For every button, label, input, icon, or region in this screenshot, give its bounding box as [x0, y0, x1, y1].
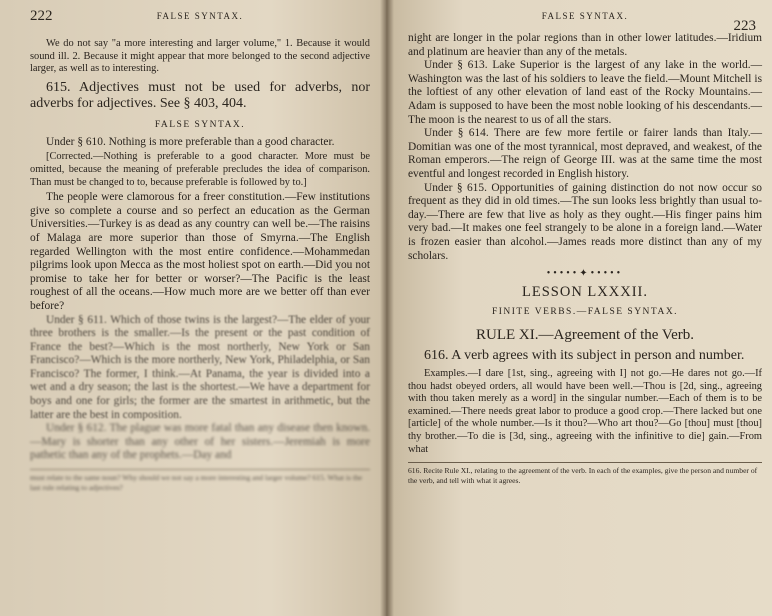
- under-610: Under § 610. Nothing is more preferable than a good character.: [46, 135, 335, 148]
- under-611: Under § 611. Which of those twins is the largest?—The elder of your three brothers is the smaller.—Is the present or the past condition of France the best?—Which is the most northerly, New York or San Francisco?—Which is the more northerly, New York, Philadelphia, or San Francisco? The former, I think.—At Panama, the year is divided into a wet and a dry season; the last is the shortest.—We have a department for boys and one for girls; the former are the smartest in arithmetic, but the latter are the best in composition.: [30, 313, 370, 421]
- under-615: Under § 615. Opportunities of gaining distinction do not now occur so frequent as they did in old times.—The sun looks less brightly than usual to-day.—There are few that live as holy as they ought.—His finger pains him very bad.—It makes one feel strangely to be alone in a foreign land.—Water is frozen easier than alcohol.—James reads more distinct than any of my scholars.: [408, 181, 762, 262]
- left-footnote: must relate to the same noun? Why should we not say a more interesting and larger volume? 615. What is the last rule relating to adjectives?: [30, 469, 370, 492]
- right-page-header: [408, 8, 762, 34]
- left-note: We do not say "a more interesting and larger volume," 1. Because it would sound ill. 2. Because it might appear that more belonged to the second adjective larger, as well as to interesting.: [30, 38, 370, 75]
- lesson-subheading: FINITE VERBS.—FALSE SYNTAX.: [491, 307, 679, 318]
- rule-615: 615. Adjectives must not be used for adverbs, nor adverbs for adjectives. See § 403, 404.: [30, 79, 370, 111]
- para-top: night are longer in the polar regions than in other lower latitudes.—Iridium and platinum are heavier than any of the metals.: [408, 32, 762, 58]
- left-page-header: [30, 8, 370, 26]
- under-612: Under § 612. The plague was more fatal than any disease then known.—Mary is shorter than any other of her sisters.—Jeremiah is more pathetic than any of the prophets.—Day and: [30, 422, 370, 462]
- left-page-number: 222: [30, 8, 53, 24]
- rule-616: 616. A verb agrees with its subject in person and number.: [424, 348, 745, 364]
- left-section-title: FALSE SYNTAX.: [154, 119, 246, 130]
- book-gutter: [380, 0, 394, 616]
- lesson-title: LESSON LXXXII.: [522, 284, 648, 301]
- under-613: Under § 613. Lake Superior is the largest of any lake in the world.—Washington was the last of his soldiers to leave the field.—Mount Mitchell is the loftiest of any other elevation of land east of the Rocky Mountains.—Adam is supposed to have been the most noble looking of his descendants.—The moon is the nearest to us of all the stars.: [408, 59, 762, 126]
- under-614: Under § 614. There are few more fertile or fairer lands than Italy.—Domitian was one of the most tyrannical, most depraved, and weakest, of the Roman emperors.—The reign of George III. was at the same time the most eventful and longest recorded in English history.: [408, 127, 762, 180]
- ornament-divider: •••••✦•••••: [546, 268, 624, 280]
- examples: Examples.—I dare [1st, sing., agreeing with I] not go.—He dares not go.—If thou hadst obeyed orders, all would have been well.—Thou is [2d, sing., agreeing with thou taken merely as a word] in the singular number.—Each of them is to be examined.—There needs great labor to produce a good crop.—There lacked but one [article] of the whole number.—Is it thou?—Who art thou?—Go [thou] must [thou] thy brother.—To die is [3d, sing., agreeing with the infinitive to die] gain.—From what: [408, 368, 762, 455]
- left-running-head: FALSE SYNTAX.: [156, 11, 244, 21]
- right-running-head: FALSE SYNTAX.: [541, 11, 629, 21]
- right-footnote: 616. Recite Rule XI., relating to the agreement of the verb. In each of the examples, give the person and number of the verb, and tell with what it agrees.: [408, 462, 762, 485]
- rule-title: RULE XI.—Agreement of the Verb.: [476, 327, 694, 344]
- corrected-note: [Corrected.—Nothing is preferable to a good character. More must be omitted, because the meaning of preferable precludes the idea of comparison. Than must be changed to to, because preferable is followed by to.]: [30, 151, 370, 188]
- right-page-number: 223: [733, 18, 756, 34]
- para-people: The people were clamorous for a freer constitution.—Few institutions give so complete a course and so perfect an education as the German Universities.—Turkey is as dead as any country can well be.—The raisins of Malaga are more superior than those of Smyrna.—The English regarded Wellington with the most entire confidence.—Mohammedan pilgrims look upon Mecca as the most holiest spot on earth.—Did you not promise to take her for better or worser?—The Pacific is the least roughest of all the oceans.—How much more are we better off than ever before?: [30, 191, 370, 312]
- right-page: [386, 0, 772, 616]
